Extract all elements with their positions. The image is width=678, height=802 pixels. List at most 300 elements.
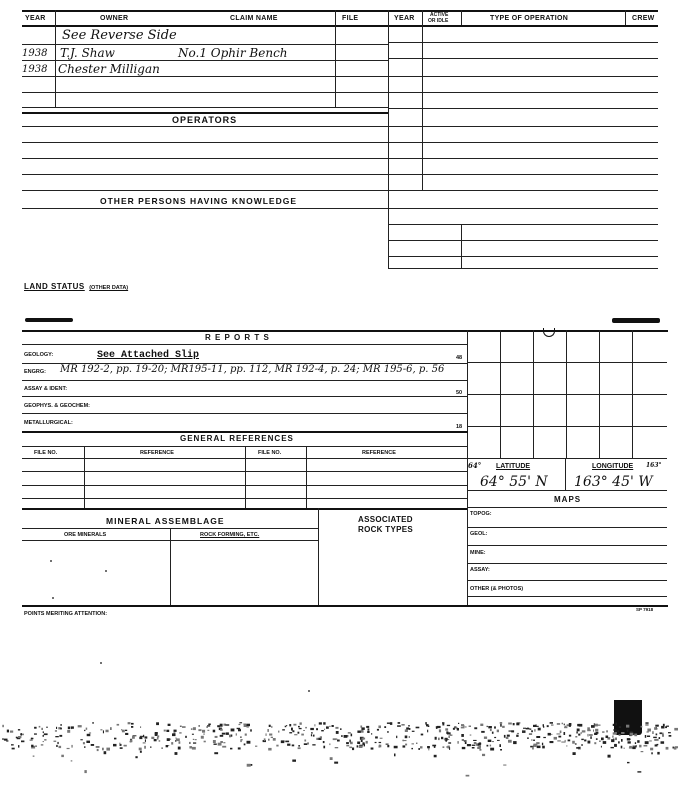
ink-smudge-left [25, 318, 73, 322]
scan-speck [313, 735, 315, 737]
scan-speck [300, 722, 302, 724]
scan-speck [43, 741, 44, 742]
scan-speck [225, 724, 229, 725]
scan-speck [621, 732, 624, 734]
scan-speck [504, 735, 506, 738]
engrg-value: MR 192-2, pp. 19-20; MR195-11, pp. 112, MR 192-4, p. 24; MR 195-6, p. 56 [60, 364, 445, 375]
scan-speck [140, 727, 141, 728]
scan-speck [218, 743, 222, 746]
scan-speck [653, 737, 657, 738]
scan-speck [450, 735, 453, 736]
scan-speck [239, 724, 241, 725]
scan-speck [445, 728, 448, 730]
scan-speck [244, 744, 246, 746]
scan-speck [104, 751, 107, 754]
scan-speck [245, 734, 247, 736]
scan-speck [84, 746, 85, 748]
scan-speck [143, 735, 144, 738]
owner-year: 1938 [22, 48, 48, 59]
header-top-rule [22, 10, 658, 12]
scan-speck [316, 728, 318, 730]
scan-speck [659, 737, 661, 739]
scan-speck [532, 747, 534, 750]
scan-speck [564, 727, 567, 728]
scan-speck [412, 743, 415, 744]
scan-speck [31, 745, 33, 747]
scan-speck [106, 730, 109, 733]
scan-speck [294, 734, 297, 735]
scan-speck [533, 740, 535, 741]
scan-speck [542, 746, 545, 749]
scan-speck [35, 745, 37, 747]
scan-speck [125, 730, 127, 731]
scan-speck [324, 729, 325, 730]
scan-speck [618, 741, 620, 743]
associated-heading: ASSOCIATED [358, 515, 413, 524]
scan-speck [41, 744, 44, 745]
scan-speck [55, 736, 59, 737]
scan-speck [352, 748, 354, 751]
scan-speck [502, 726, 505, 728]
scan-speck [403, 745, 406, 747]
scan-speck [581, 739, 584, 740]
scan-speck [650, 748, 653, 751]
scan-speck [34, 733, 37, 734]
scan-speck [56, 727, 57, 729]
scan-speck [522, 730, 523, 731]
scan-speck [30, 740, 33, 741]
scan-speck [314, 724, 315, 726]
scan-speck [21, 741, 24, 743]
scan-speck [508, 740, 512, 743]
scan-speck [362, 738, 366, 740]
scan-speck [323, 722, 325, 725]
longitude-label: LONGITUDE [592, 463, 634, 470]
scan-speck [527, 738, 529, 739]
scan-speck [657, 752, 659, 755]
scan-speck [195, 739, 197, 740]
scan-speck [632, 746, 635, 749]
ore-minerals-label: ORE MINERALS [64, 532, 107, 538]
scan-speck [61, 755, 64, 757]
scan-speck [480, 724, 483, 726]
scan-speck [250, 729, 252, 731]
scan-speck [492, 732, 494, 734]
scan-speck [33, 756, 35, 757]
scan-speck [551, 724, 554, 725]
scan-speck [71, 726, 74, 728]
ref-reference-1: REFERENCE [140, 450, 174, 456]
scan-speck [509, 731, 512, 732]
scan-speck [629, 747, 633, 748]
scan-speck [474, 742, 477, 744]
scan-speck [618, 730, 619, 732]
scan-speck [584, 740, 586, 742]
scan-speck [635, 742, 636, 744]
scan-speck [230, 748, 232, 750]
scan-speck [589, 734, 593, 736]
scan-speck [587, 730, 591, 732]
scan-speck [106, 748, 110, 751]
scan-speck [193, 727, 196, 730]
scan-speck [349, 747, 352, 749]
scan-speck [537, 746, 541, 749]
scan-speck [213, 740, 216, 743]
scan-speck [660, 732, 663, 734]
scan-speck [159, 740, 161, 742]
scan-speck [298, 726, 300, 728]
scan-speck [273, 738, 276, 741]
scan-speck [435, 737, 437, 740]
scan-speck [155, 733, 158, 736]
scan-speck [239, 722, 242, 723]
longitude-suffix: 163° [646, 462, 662, 469]
scan-speck [191, 728, 193, 730]
scan-speck [131, 723, 134, 725]
scan-speck [573, 752, 576, 755]
scan-speck [323, 741, 325, 743]
scan-speck [602, 731, 604, 733]
scan-speck [448, 742, 451, 743]
scan-speck [557, 740, 561, 741]
scan-speck [303, 730, 305, 731]
scan-speck [180, 726, 182, 727]
scan-speck [630, 733, 634, 736]
scan-speck [83, 742, 85, 744]
scan-speck [542, 743, 543, 746]
scan-speck [441, 737, 443, 739]
scan-speck [161, 747, 163, 749]
scan-speck [102, 748, 104, 751]
scan-speck [268, 748, 271, 751]
scan-speck [461, 734, 464, 737]
scan-speck [662, 733, 664, 735]
scan-speck [461, 727, 465, 729]
speck [52, 597, 54, 599]
scan-speck [175, 752, 178, 755]
scan-speck [467, 744, 471, 746]
scan-speck [204, 741, 206, 743]
scan-speck [71, 760, 73, 761]
scan-speck [193, 739, 194, 740]
scan-speck [319, 722, 322, 724]
scan-speck [649, 740, 652, 741]
scan-speck [311, 732, 312, 734]
header-type-of-operation: TYPE OF OPERATION [490, 15, 569, 22]
scan-speck [371, 748, 374, 750]
scan-speck [192, 747, 196, 750]
maps-heading: MAPS [554, 495, 582, 504]
scan-speck [2, 738, 4, 740]
scan-speck [547, 725, 549, 727]
scan-speck [461, 724, 464, 726]
scan-speck [43, 731, 44, 733]
speck [105, 570, 107, 572]
scan-speck [267, 729, 269, 732]
scan-speck [305, 727, 307, 729]
scan-speck [366, 741, 368, 744]
scan-speck [140, 736, 143, 737]
scan-speck [18, 736, 22, 738]
scan-speck [490, 748, 494, 751]
scan-speck [268, 739, 270, 741]
scan-speck [601, 746, 602, 748]
scan-speck [624, 748, 625, 749]
scan-speck [531, 730, 533, 732]
scan-speck [473, 740, 477, 741]
scan-speck [596, 738, 598, 740]
scan-speck [206, 726, 208, 728]
scan-speck [637, 740, 639, 743]
assay-label: ASSAY & IDENT: [24, 386, 68, 392]
scan-speck [472, 745, 476, 746]
scan-speck [18, 729, 20, 730]
scan-speck [409, 728, 411, 730]
scan-speck [317, 738, 318, 740]
scan-speck [647, 731, 649, 732]
scan-speck [119, 743, 120, 745]
scan-speck [674, 728, 678, 731]
scan-speck [335, 727, 338, 729]
scan-speck [581, 744, 583, 746]
scan-speck [401, 724, 404, 726]
scan-speck [517, 733, 519, 734]
header-active: ACTIVE [430, 12, 449, 18]
scan-speck [614, 745, 616, 746]
scan-speck [439, 729, 441, 732]
scan-speck [282, 729, 285, 730]
scan-speck [641, 726, 643, 728]
scan-speck [292, 730, 294, 732]
form-number: SP 7918 [636, 607, 654, 612]
scan-speck [654, 739, 656, 741]
land-status-sub: (OTHER DATA) [89, 285, 129, 291]
scan-speck [569, 735, 571, 737]
scan-speck [292, 745, 295, 747]
scan-speck [171, 742, 173, 745]
scan-speck [236, 733, 237, 735]
scan-speck [554, 737, 557, 740]
maps-topog: TOPOG: [470, 511, 492, 517]
scan-speck [71, 745, 72, 748]
scan-speck [654, 727, 657, 730]
scan-speck [647, 736, 650, 738]
scan-speck [645, 722, 648, 724]
scan-speck [396, 736, 397, 738]
scan-speck [479, 749, 481, 751]
scan-speck [470, 735, 472, 736]
scan-speck [536, 724, 537, 727]
ref-reference-2: REFERENCE [362, 450, 396, 456]
scan-speck [21, 733, 23, 736]
scan-speck [375, 736, 378, 738]
scan-speck [179, 741, 181, 744]
scan-speck [492, 741, 494, 742]
scan-speckles [2, 722, 678, 777]
scan-speck [367, 731, 369, 733]
scan-speck [663, 724, 665, 726]
scan-speck [130, 740, 133, 743]
scan-speck [337, 740, 340, 742]
scan-speck [255, 746, 257, 747]
scan-speck [301, 734, 304, 736]
scan-speck [472, 747, 475, 749]
scan-speck [329, 726, 331, 727]
scan-speck [11, 744, 14, 745]
scan-speck [289, 724, 291, 726]
scan-speck [361, 731, 364, 733]
scan-speck [247, 724, 251, 727]
latitude-value: 64° 55' N [480, 474, 548, 490]
scan-speck [398, 722, 401, 724]
scan-speck [96, 746, 100, 748]
scan-speck [578, 734, 580, 736]
scan-speck [215, 736, 218, 738]
scan-speck [59, 735, 62, 737]
scan-speck [529, 734, 532, 735]
scan-speck [357, 731, 361, 733]
general-references-heading: GENERAL REFERENCES [180, 434, 294, 443]
scan-speck [349, 740, 350, 743]
scan-speck [334, 762, 338, 764]
scan-speck [198, 729, 201, 731]
scan-speck [384, 726, 386, 728]
scan-speck [217, 725, 220, 727]
scan-speck [562, 723, 563, 725]
scan-speck [661, 726, 664, 729]
scan-speck [122, 730, 125, 733]
longitude-value: 163° 45' W [574, 474, 653, 490]
scan-speck [44, 739, 46, 741]
scan-speck [269, 725, 271, 727]
scan-speck [220, 729, 223, 731]
rock-forming-label: ROCK FORMING, ETC. [200, 532, 260, 538]
scan-speck [533, 744, 537, 746]
scan-speck [31, 747, 32, 748]
scan-speck [411, 748, 413, 749]
scan-speck [576, 747, 580, 749]
scan-speck [201, 736, 204, 739]
scan-speck [269, 734, 272, 736]
scan-speck [2, 725, 4, 727]
scan-speck [538, 728, 541, 731]
scan-speck [657, 744, 659, 745]
scan-speck [587, 727, 590, 729]
scan-speck [67, 730, 70, 733]
owner-name: Chester Milligan [58, 62, 160, 76]
scan-speck [10, 731, 13, 733]
scan-speck [447, 725, 450, 726]
scan-speck [271, 737, 273, 738]
scan-speck [645, 724, 648, 726]
scan-speck [251, 764, 253, 766]
scan-speck [590, 736, 592, 739]
scan-speck [668, 732, 671, 733]
scan-speck [375, 742, 377, 743]
scan-speck [591, 725, 595, 728]
scan-speck [611, 739, 614, 742]
scan-speck [46, 727, 48, 728]
scan-speck [164, 730, 166, 732]
scan-speck [387, 745, 389, 747]
scan-speck [213, 730, 216, 733]
scan-speck [627, 762, 630, 763]
scan-speck [298, 732, 300, 734]
scan-speck [379, 742, 382, 743]
header-bottom-rule [22, 25, 658, 27]
scan-speck [548, 733, 551, 736]
scan-speck [125, 733, 128, 735]
scan-speck [166, 730, 169, 732]
scan-speck [340, 728, 341, 730]
scan-speck [330, 757, 333, 760]
scan-speck [621, 739, 623, 742]
scan-speck [669, 735, 672, 737]
scan-speck [394, 754, 396, 757]
scan-speck [185, 736, 187, 738]
scan-speck [628, 741, 631, 743]
scan-speck [229, 735, 231, 738]
scan-speck [143, 742, 146, 743]
scan-speck [594, 723, 595, 724]
scan-speck [238, 747, 241, 749]
scan-speck [214, 744, 217, 745]
scan-speck [377, 729, 379, 731]
scan-speck [86, 741, 90, 743]
scan-speck [144, 746, 146, 749]
scan-speck [286, 725, 287, 726]
scan-speck [627, 730, 629, 732]
scan-speck [529, 729, 531, 730]
header-crew: CREW [632, 15, 655, 22]
scan-speck [652, 731, 654, 734]
scan-speck [449, 747, 450, 750]
scan-speck [405, 729, 408, 732]
scan-speck [533, 725, 536, 727]
scan-speck [661, 741, 665, 744]
scan-speck [220, 735, 224, 737]
header-year: YEAR [25, 15, 46, 22]
scan-speck [621, 746, 623, 749]
scan-speck [474, 727, 477, 729]
scan-speck [198, 725, 200, 726]
scan-speck [278, 731, 279, 733]
scan-speck [54, 741, 57, 742]
scan-speck [335, 747, 339, 748]
scan-speck [499, 744, 501, 747]
scan-speck [341, 735, 342, 737]
scan-speck [558, 736, 561, 738]
latitude-label: LATITUDE [496, 463, 531, 470]
scan-speck [156, 722, 159, 725]
scan-speck [427, 730, 428, 733]
scan-speck [645, 741, 649, 744]
scan-speck [634, 734, 637, 737]
scan-speck [311, 734, 312, 736]
scan-speck [223, 742, 225, 743]
scan-speck [446, 746, 448, 748]
scan-speck [84, 770, 86, 773]
scan-speck [347, 735, 348, 736]
scan-speck [427, 746, 430, 748]
scan-speck [405, 736, 408, 739]
scan-speck [579, 724, 583, 727]
scan-speck [240, 739, 242, 742]
scan-speck [513, 723, 515, 725]
scan-speck [596, 732, 599, 734]
scan-speck [89, 732, 91, 733]
scan-speck [91, 744, 94, 746]
